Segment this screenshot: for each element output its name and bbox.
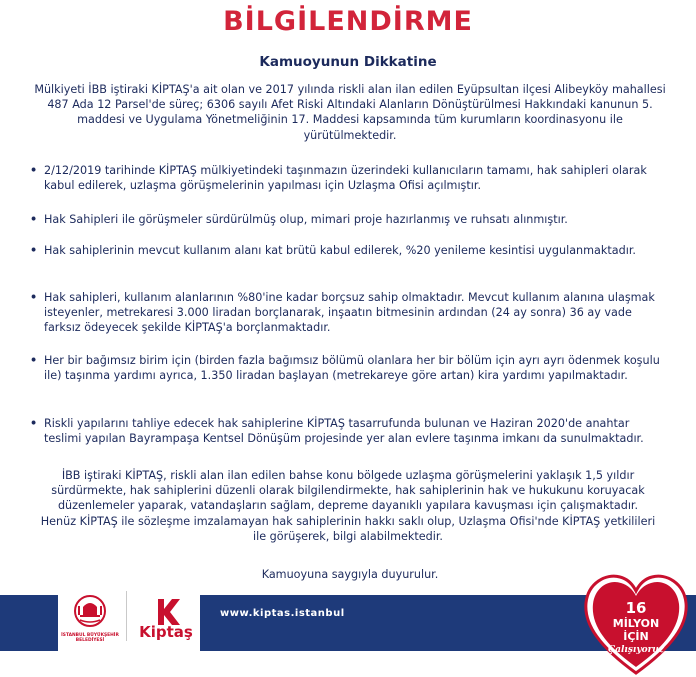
bullet-icon: • xyxy=(30,354,38,367)
bullet-text: Her bir bağımsız birim için (birden fazla bağımsız bölümü olanlara her bir bölüm için ayrı ayrı ödenmek koşulu ile) taşınma yardımı ayrıca, 1.350 liradan başlayan (metrekareye göre artan) kira yardımı yapılmaktadır. xyxy=(44,354,660,383)
bullet-icon: • xyxy=(30,213,38,226)
bullet-icon: • xyxy=(30,417,38,430)
intro-paragraph: Mülkiyeti İBB iştiraki KİPTAŞ'a ait olan ve 2017 yılında riskli alan ilan edilen Eyüpsultan ilçesi Alibeyköy mahallesi 487 Ada 12 Parsel'de süreç; 6306 sayılı Afet Riski Altındaki Alanların Dönüştürülmesi Hakkındaki kanunun 5. maddesi ve Uygulama Yönetmeliğinin 17. Maddesi kapsamında tüm kurumların koordinasyonu ile yürütülmektedir. xyxy=(34,83,666,142)
campaign-number: 16 xyxy=(625,599,647,617)
bullet-icon: • xyxy=(30,244,38,257)
logo-divider xyxy=(126,591,127,641)
campaign-word-calisiyoruz: Çalışıyoruz xyxy=(608,645,664,655)
bullet-text: 2/12/2019 tarihinde KİPTAŞ mülkiyetindeki taşınmazın üzerindeki kullanıcıların tamamı, hak sahipleri olarak kabul edilerek, uzlaşma görüşmelerinin yapılması için Uzlaşma Ofisi açılmıştır. xyxy=(44,164,647,193)
bullet-icon: • xyxy=(30,291,38,304)
website-link[interactable]: www.kiptas.istanbul xyxy=(220,608,345,619)
campaign-word-milyon: MİLYON xyxy=(612,617,660,630)
bullet-text: Riskli yapılarını tahliye edecek hak sahiplerine KİPTAŞ tasarrufunda bulunan ve Haziran 2020'de anahtar teslimi yapılan Bayrampaşa Kentsel Dönüşüm projesinde yer alan evlere taşınma imkanı da sunulmaktadır. xyxy=(44,417,644,446)
bullet-text: Hak Sahipleri ile görüşmeler sürdürülmüş olup, mimari proje hazırlanmış ve ruhsatı alınmıştır. xyxy=(44,213,568,226)
bullet-icon: • xyxy=(30,164,38,177)
closing-paragraph: İBB iştiraki KİPTAŞ, riskli alan ilan edilen bahse konu bölgede uzlaşma görüşmelerini yaklaşık 1,5 yıldır sürdürmekte, hak sahiplerini düzenli olarak bilgilendirmekte, hak sahiplerinin hak ve hukukunu koruyacak düzenlemeler yaparak, vatandaşların sağlam, depreme dayanıklı yapılara kavuşması için çalışmaktadır. Henüz KİPTAŞ ile sözleşme imzalamayan hak sahiplerinin hakkı saklı olup, Uzlaşma Ofisi'nde KİPTAŞ yetkilileri ile görüşerek, bilgi alabilmektedir. xyxy=(40,469,656,543)
footer xyxy=(0,569,696,677)
page-title: BİLGİLENDİRME xyxy=(223,6,473,37)
signoff-line: Kamuoyuna saygıyla duyurulur. xyxy=(261,568,439,581)
bullet-text: Hak sahiplerinin mevcut kullanım alanı kat brütü kabul edilerek, %20 yenileme kesintisi uygulanmaktadır. xyxy=(44,244,636,257)
bullet-item xyxy=(30,416,670,446)
bullet-item xyxy=(30,353,670,383)
campaign-word-icin: İÇİN xyxy=(623,630,649,643)
bullet-item xyxy=(30,163,670,193)
bullet-item xyxy=(30,290,670,336)
ibb-logo-text: İSTANBUL BÜYÜKŞEHİR BELEDİYESİ xyxy=(61,633,119,643)
page-subtitle: Kamuoyunun Dikkatine xyxy=(259,54,437,70)
bullet-text: Hak sahipleri, kullanım alanlarının %80'ine kadar borçsuz sahip olmaktadır. Mevcut kullanım alanına ulaşmak isteyenler, metrekaresi 3.000 liradan borçlanarak, inşaatın bitmesinin ardından (24 ay sonra) 36 ay vade farksız ödeyecek şekilde KİPTAŞ'a borçlanmaktadır. xyxy=(44,291,655,335)
heart-badge-icon xyxy=(580,569,692,677)
bullet-item xyxy=(30,212,670,227)
kiptas-logo-text: Kiptaş xyxy=(139,623,193,641)
bullet-item xyxy=(30,243,670,258)
logo-box xyxy=(58,569,200,657)
